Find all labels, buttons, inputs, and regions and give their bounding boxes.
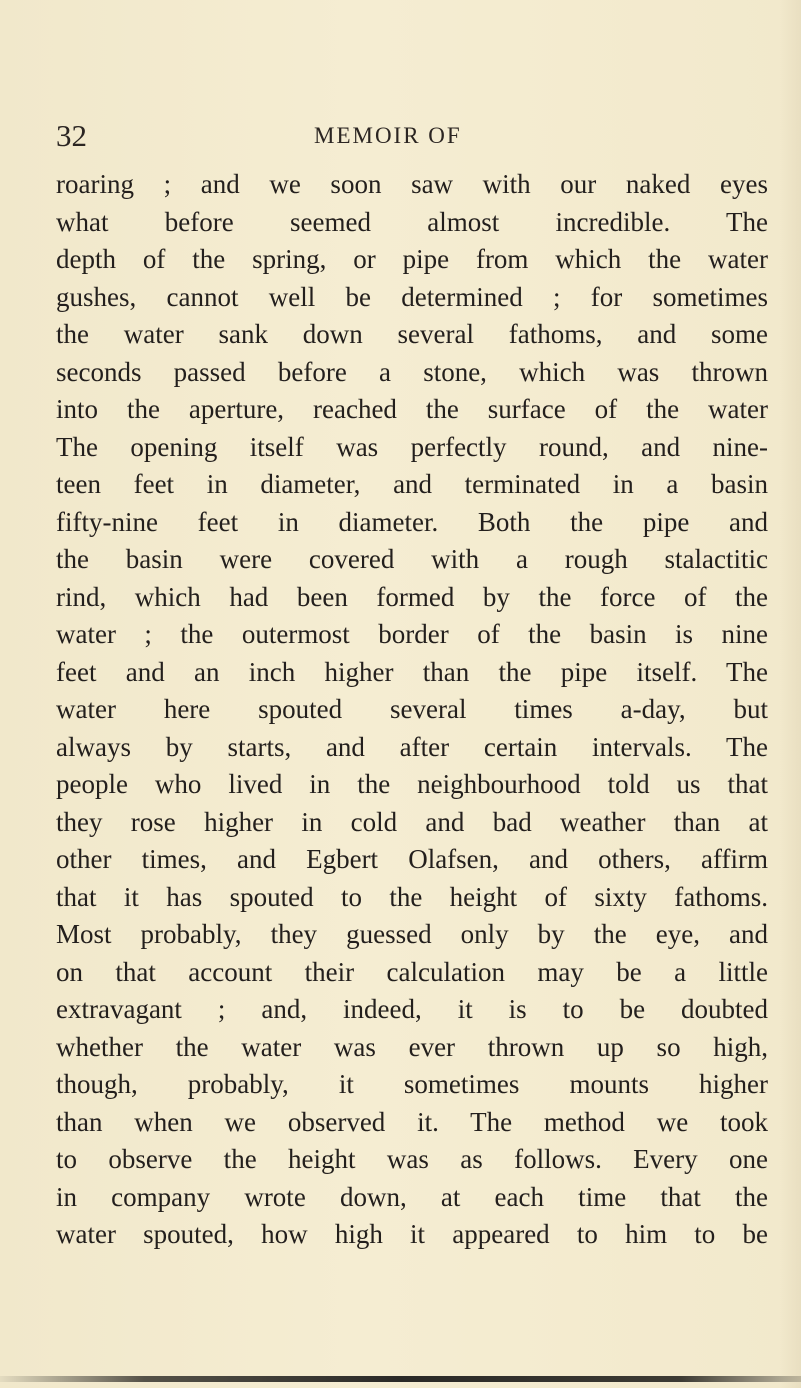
- text-line: though, probably, it sometimes mounts higher: [56, 1069, 768, 1099]
- text-line: in company wrote down, at each time that the: [56, 1181, 768, 1212]
- text-line: gushes, cannot well be determined ; for sometimes: [56, 281, 768, 312]
- page-edge-shadow: [0, 1376, 801, 1382]
- text-line: into the aperture, reached the surface of the water: [56, 394, 768, 424]
- text-line: water ; the outermost border of the basin is nine: [56, 619, 768, 649]
- running-head: [56, 118, 768, 154]
- text-line: the water sank down several fathoms, and some: [56, 319, 768, 349]
- running-title: MEMOIR OF: [314, 123, 462, 148]
- text-line: Most probably, they guessed only by the eye, and: [56, 919, 768, 949]
- text-line: feet and an inch higher than the pipe itself. The: [56, 656, 768, 687]
- text-line: they rose higher in cold and bad weather than at: [56, 806, 768, 837]
- text-line: on that account their calculation may be a little: [56, 956, 768, 987]
- text-line: roaring ; and we soon saw with our naked eyes: [56, 169, 768, 199]
- text-line: water spouted, how high it appeared to him to be: [56, 1219, 768, 1249]
- text-line: whether the water was ever thrown up so high,: [56, 1031, 768, 1062]
- text-line: what before seemed almost incredible. The: [56, 206, 768, 237]
- text-line: extravagant ; and, indeed, it is to be doubted: [56, 994, 768, 1024]
- text-line: fifty-nine feet in diameter. Both the pipe and: [56, 506, 768, 537]
- text-line: depth of the spring, or pipe from which the water: [56, 244, 768, 274]
- text-line: teen feet in diameter, and terminated in a basin: [56, 469, 768, 499]
- text-line: water here spouted several times a-day, but: [56, 694, 768, 724]
- text-line: other times, and Egbert Olafsen, and others, affirm: [56, 844, 768, 874]
- text-line: The opening itself was perfectly round, and nine-: [56, 431, 768, 462]
- text-line: people who lived in the neighbourhood told us that: [56, 769, 768, 799]
- text-line: rind, which had been formed by the force of the: [56, 581, 768, 612]
- page-number: 32: [56, 118, 87, 153]
- text-line: the basin were covered with a rough stalactitic: [56, 544, 768, 574]
- text-line: than when we observed it. The method we took: [56, 1106, 768, 1137]
- text-line: that it has spouted to the height of sixty fathoms.: [56, 881, 768, 912]
- text-line: seconds passed before a stone, which was thrown: [56, 356, 768, 387]
- text-line: always by starts, and after certain intervals. The: [56, 731, 768, 762]
- body-text: [56, 166, 768, 1254]
- text-line: to observe the height was as follows. Every one: [56, 1144, 768, 1174]
